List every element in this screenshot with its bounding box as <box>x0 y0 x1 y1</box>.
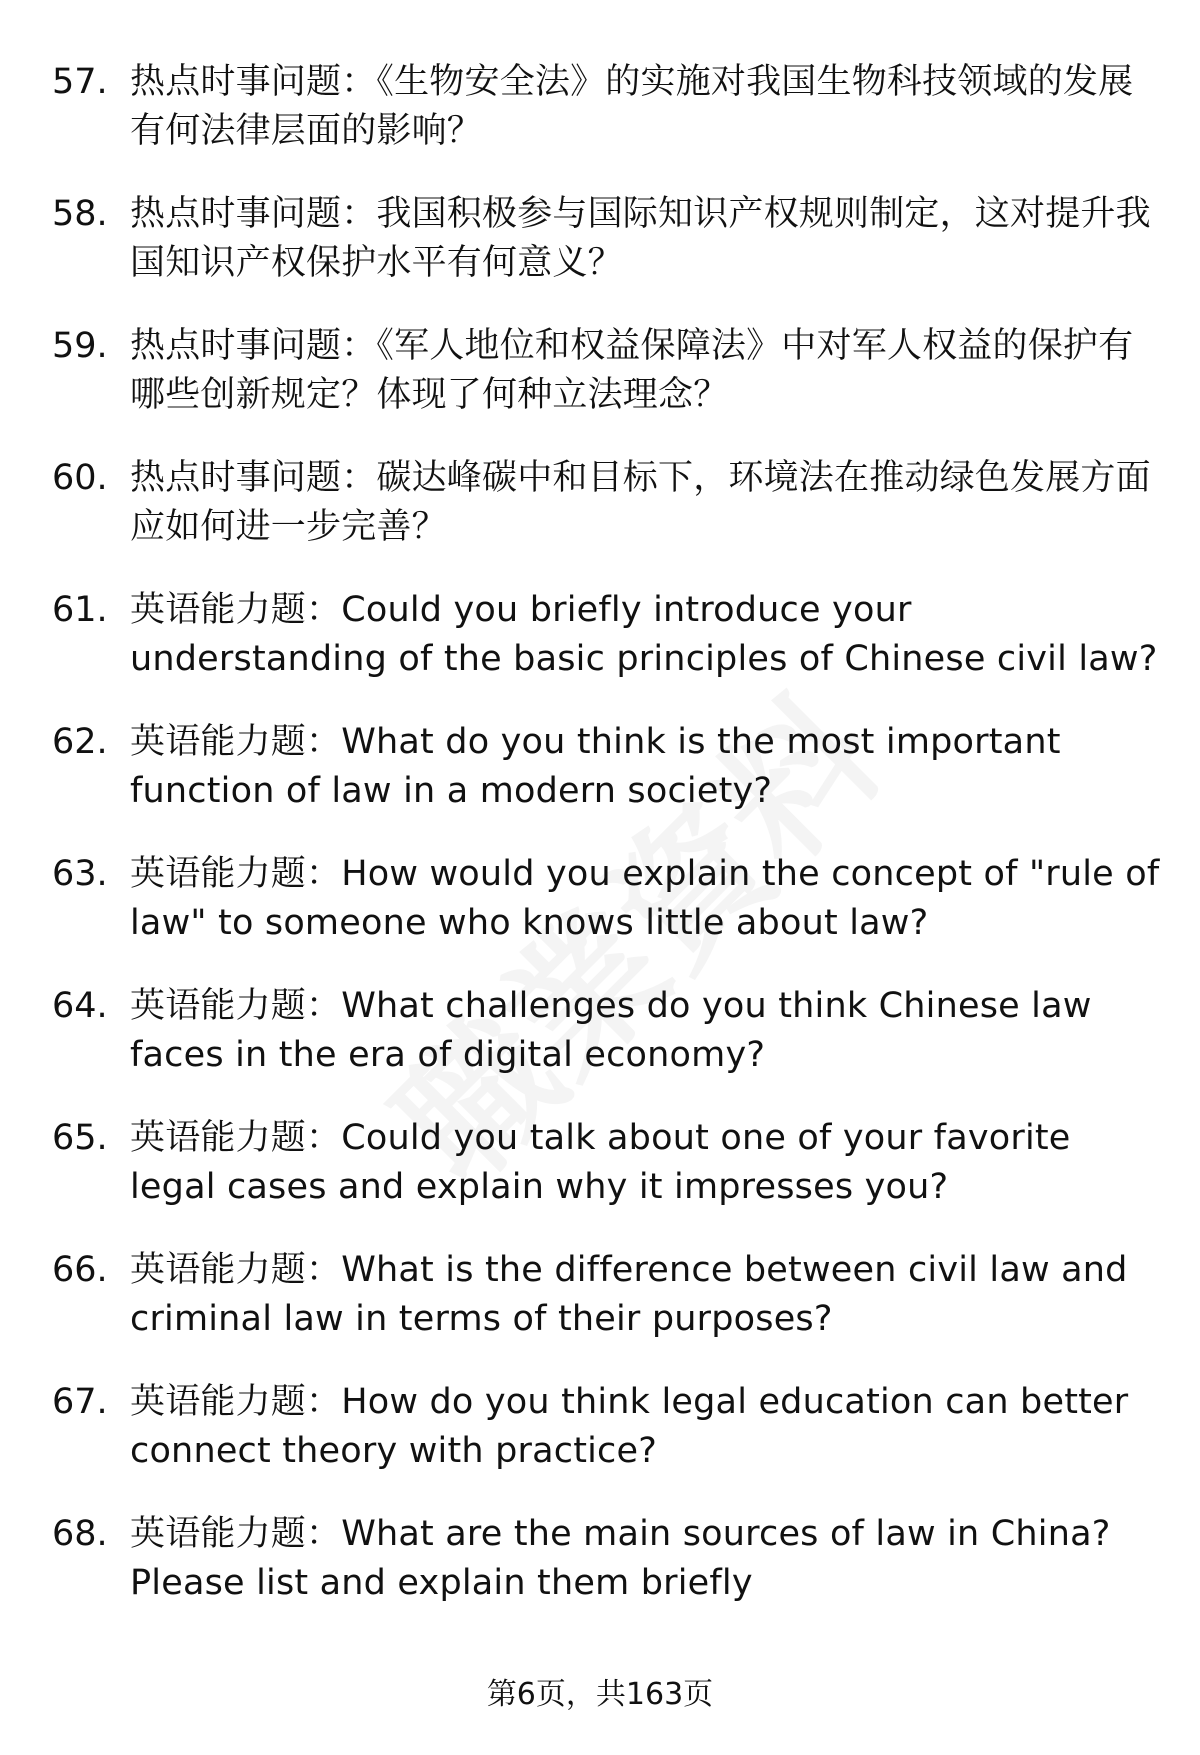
question-number: 59. <box>52 326 108 366</box>
question-number: 60. <box>52 458 108 498</box>
question-text: 英语能力题：How would you explain the concept of "rule of law" to someone who knows little about law? <box>130 854 1160 943</box>
question-number: 58. <box>52 194 108 234</box>
page-footer: 第6页，共163页 <box>486 1677 714 1712</box>
question-text: 热点时事问题：碳达峰碳中和目标下，环境法在推动绿色发展方面应如何进一步完善？ <box>130 458 1151 547</box>
question-text: 英语能力题：Could you briefly introduce your understanding of the basic principles of Chinese civil law? <box>130 590 1158 679</box>
question-item <box>52 1246 1162 1344</box>
question-number: 66. <box>52 1250 108 1290</box>
question-item <box>52 322 1162 420</box>
question-text: 英语能力题：What do you think is the most important function of law in a modern society? <box>130 722 1061 811</box>
question-text: 英语能力题：What challenges do you think Chinese law faces in the era of digital economy? <box>130 986 1092 1075</box>
question-number: 61. <box>52 590 108 630</box>
question-text: 热点时事问题：我国积极参与国际知识产权规则制定，这对提升我国知识产权保护水平有何意义？ <box>130 194 1151 283</box>
question-text: 英语能力题：What are the main sources of law in China? Please list and explain them briefly <box>130 1514 1111 1603</box>
question-text: 英语能力题：What is the difference between civil law and criminal law in terms of their purposes? <box>130 1250 1128 1339</box>
question-text: 英语能力题：How do you think legal education can better connect theory with practice? <box>130 1382 1129 1471</box>
question-item <box>52 718 1162 816</box>
question-item <box>52 850 1162 948</box>
question-item <box>52 58 1162 156</box>
question-number: 57. <box>52 62 108 102</box>
question-text: 热点时事问题：《军人地位和权益保障法》中对军人权益的保护有哪些创新规定？体现了何种立法理念？ <box>130 326 1134 415</box>
question-list <box>52 58 1162 1642</box>
question-number: 67. <box>52 1382 108 1422</box>
question-item <box>52 454 1162 552</box>
question-item <box>52 190 1162 288</box>
question-item <box>52 1378 1162 1476</box>
question-item <box>52 586 1162 684</box>
question-text: 热点时事问题：《生物安全法》的实施对我国生物科技领域的发展有何法律层面的影响？ <box>130 62 1134 151</box>
question-item <box>52 1510 1162 1608</box>
question-number: 62. <box>52 722 108 762</box>
question-text: 英语能力题：Could you talk about one of your favorite legal cases and explain why it impresses you? <box>130 1118 1071 1207</box>
question-number: 63. <box>52 854 108 894</box>
question-item <box>52 1114 1162 1212</box>
question-number: 65. <box>52 1118 108 1158</box>
question-number: 68. <box>52 1514 108 1554</box>
question-item <box>52 982 1162 1080</box>
question-number: 64. <box>52 986 108 1026</box>
